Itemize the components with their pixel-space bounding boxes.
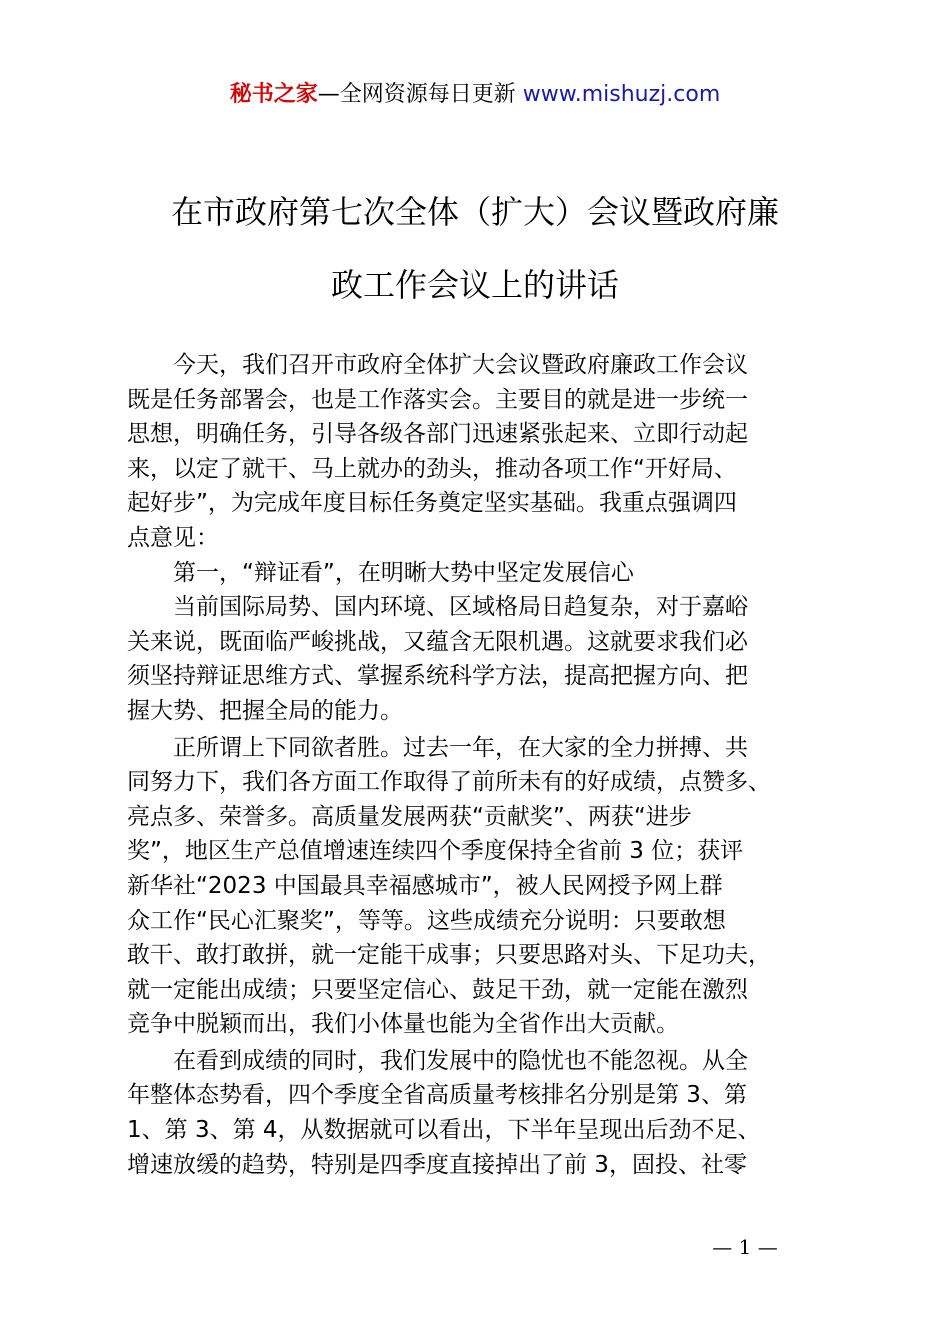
header-tagline: —全网资源每日更新 [317,82,523,107]
site-url-link[interactable]: www.mishuzj.com [522,82,721,107]
paragraph-concerns [127,1044,830,1182]
text-line: 奖”，地区生产总值增速连续四个季度保持全省前 3 位；获评 [127,838,744,865]
text-line: 众工作“民心汇聚奖”，等等。这些成绩充分说明：只要敢想 [127,907,726,934]
text-line: 同努力下，我们各方面工作取得了前所未有的好成绩，点赞多、 [127,769,771,796]
text-line: 竞争中脱颖而出，我们小体量也能为全省作出大贡献。 [127,1011,679,1038]
text-line: 敢干、敢打敢拼，就一定能干成事；只要思路对头、下足功夫， [127,942,771,969]
text-line: 握大势、把握全局的能力。 [127,697,403,724]
heading-line: 第一，“辩证看”，在明晰大势中坚定发展信心 [127,559,634,586]
text-line: 当前国际局势、国内环境、区域格局日趋复杂，对于嘉峪 [127,594,748,621]
section-heading-1 [127,556,830,591]
paragraph-situation [127,590,830,728]
text-line: 亮点多、荣誉多。高质量发展两获“贡献奖”、两获“进步 [127,803,692,830]
text-line: 起好步”，为完成年度目标任务奠定坚实基础。我重点强调四 [127,490,737,517]
text-line: 来，以定了就干、马上就办的劲头，推动各项工作“开好局、 [127,455,737,482]
text-line: 在看到成绩的同时，我们发展中的隐忧也不能忽视。从全 [127,1047,748,1074]
paragraph-achievements [127,731,830,1042]
paragraph-intro [127,348,830,556]
text-line: 点意见： [127,524,219,551]
text-line: 年整体态势看，四个季度全省高质量考核排名分别是第 3、第 [127,1082,747,1109]
text-line: 既是任务部署会，也是工作落实会。主要目的就是进一步统一 [127,386,748,413]
text-line: 思想，明确任务，引导各级各部门迅速紧张起来、立即行动起 [127,421,748,448]
text-line: 新华社“2023 中国最具幸福感城市”，被人民网授予网上群 [127,872,723,899]
text-line: 就一定能出成绩；只要坚定信心、鼓足干劲，就一定能在激烈 [127,976,748,1003]
brand-name: 秘书之家 [229,82,318,107]
document-body [127,348,830,1182]
text-line: 关来说，既面临严峻挑战，又蕴含无限机遇。这就要求我们必 [127,628,748,655]
site-header [0,78,950,112]
title-line-1: 在市政府第七次全体（扩大）会议暨政府廉 [170,193,779,231]
text-line: 1、第 3、第 4，从数据就可以看出，下半年呈现出后劲不足、 [127,1117,761,1144]
text-line: 增速放缓的趋势，特别是四季度直接掉出了前 3，固投、社零 [127,1151,747,1178]
text-line: 须坚持辩证思维方式、掌握系统科学方法，提高把握方向、把 [127,663,748,690]
document-title [0,188,950,309]
text-line: 正所谓上下同欲者胜。过去一年，在大家的全力拼搏、共 [127,734,748,761]
page-number: — 1 — [712,1235,778,1259]
text-line: 今天，我们召开市政府全体扩大会议暨政府廉政工作会议 [127,352,748,378]
title-line-2: 政工作会议上的讲话 [330,266,619,304]
